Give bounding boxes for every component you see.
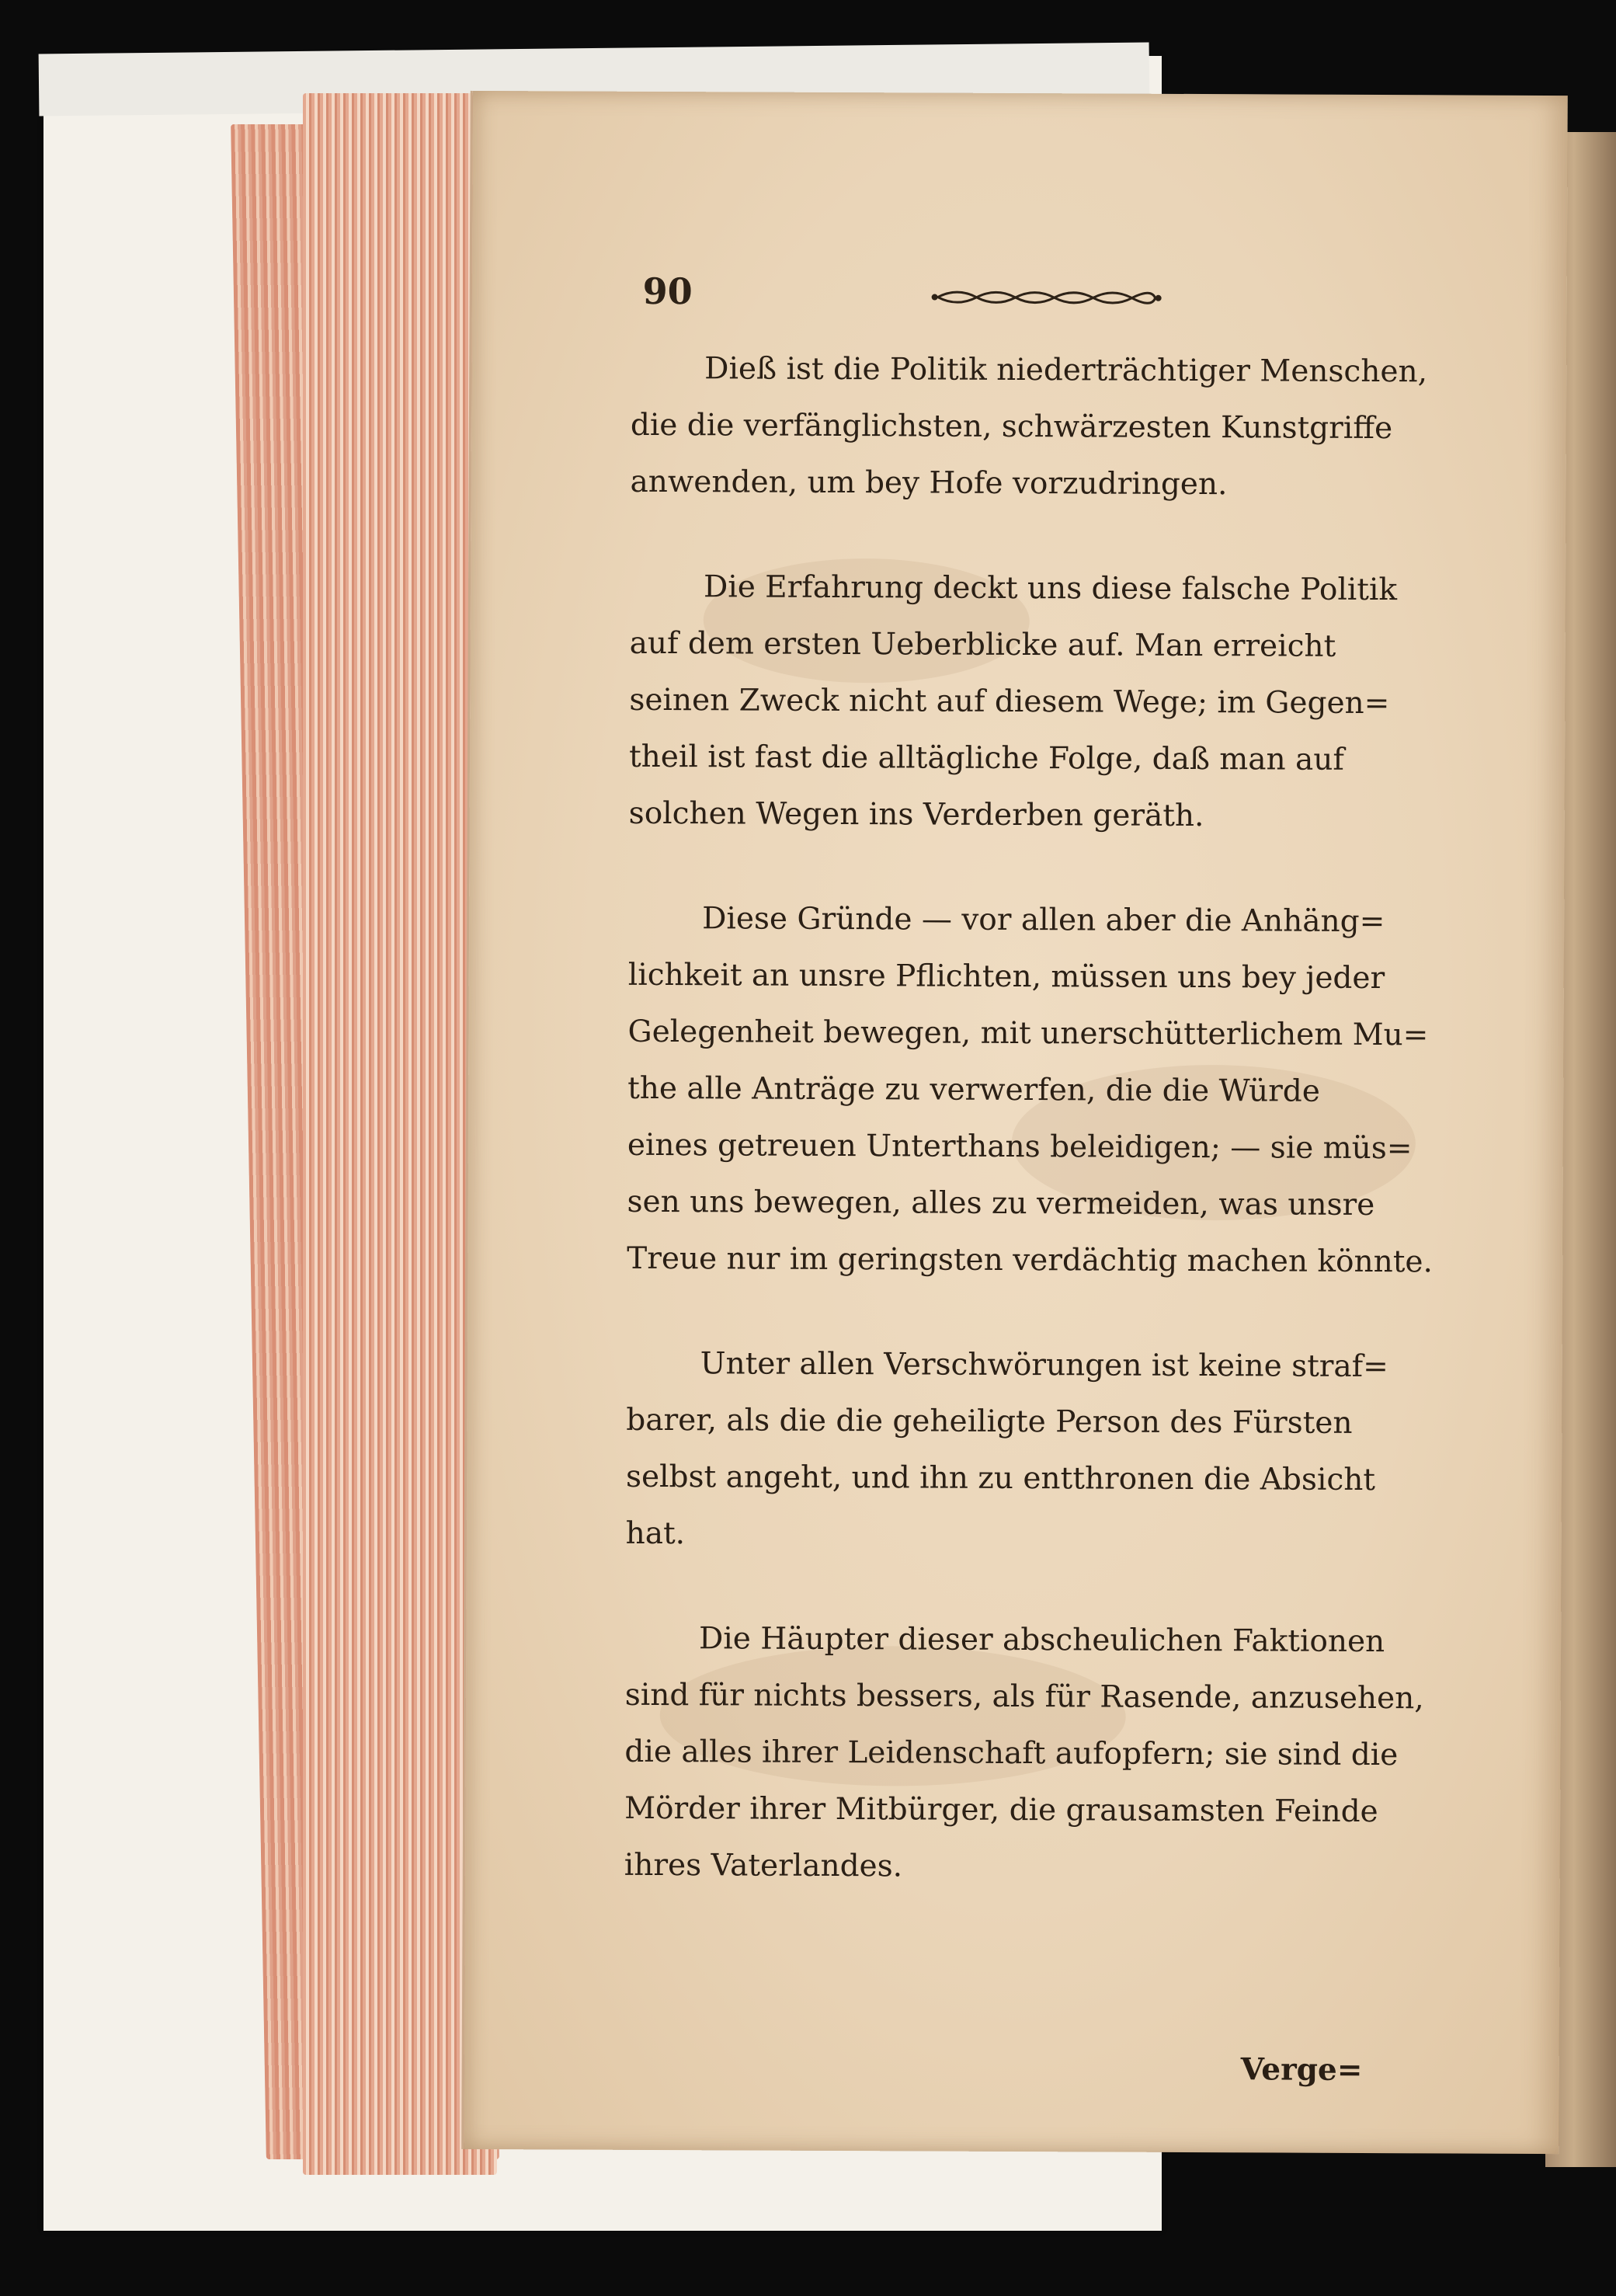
text-line: die die verfänglichsten, schwärzesten Kunstgriffe [630, 407, 1393, 447]
text-line: anwenden, um bey Hofe vorzudringen. [630, 464, 1228, 503]
text-line: Treue nur im geringsten verdächtig machen könnte. [627, 1240, 1434, 1280]
text-line: theil ist fast die alltägliche Folge, daß man auf [628, 739, 1345, 778]
text-line: die alles ihrer Leidenschaft aufopfern; sie sind die [624, 1734, 1399, 1773]
paragraph [629, 558, 1454, 846]
text-line: barer, als die die geheiligte Person des Fürsten [626, 1402, 1353, 1441]
text-line: eines getreuen Unterthans beleidigen; — sie müs= [627, 1127, 1413, 1167]
text-line: ihres Vaterlandes. [624, 1847, 903, 1884]
text-line: Gelegenheit bewegen, mit unerschütterlichem Mu= [627, 1014, 1429, 1053]
catchword: Verge= [1240, 2051, 1363, 2088]
text-line: Dieß ist die Politik niederträchtiger Menschen, [704, 351, 1428, 390]
text-line: the alle Anträge zu verwerfen, die die Würde [627, 1070, 1321, 1109]
text-line: Mörder ihrer Mitbürger, die grausamsten Feinde [624, 1790, 1378, 1830]
paragraph [624, 1610, 1449, 1898]
text-line: solchen Wegen ins Verderben geräth. [628, 795, 1204, 834]
text-line: Diese Gründe — vor allen aber die Anhäng= [702, 901, 1385, 940]
paragraph [626, 1335, 1450, 1566]
text-line: Die Häupter dieser abscheulichen Faktionen [698, 1621, 1385, 1660]
paragraph [630, 340, 1454, 514]
paragraph [627, 890, 1451, 1291]
text-line: sen uns bewegen, alles zu vermeiden, was unsre [627, 1184, 1375, 1223]
text-line: sind für nichts bessers, als für Rasende, anzusehen, [624, 1677, 1424, 1717]
text-line: auf dem ersten Ueberblicke auf. Man erreicht [629, 625, 1336, 664]
book-page [461, 91, 1568, 2154]
text-line: seinen Zweck nicht auf diesem Wege; im Gegen= [629, 682, 1390, 722]
ornament-rule [930, 286, 1163, 310]
page-header [642, 270, 1574, 329]
text-line: selbst angeht, und ihn zu entthronen die Absicht [625, 1459, 1376, 1498]
page-number: 90 [642, 270, 693, 313]
text-line: hat. [625, 1515, 686, 1552]
body-text [624, 340, 1454, 1946]
text-line: lichkeit an unsre Pflichten, müssen uns bey jeder [627, 957, 1385, 997]
text-line: Die Erfahrung deckt uns diese falsche Politik [703, 569, 1398, 608]
text-line: Unter allen Verschwörungen ist keine straf= [700, 1346, 1388, 1385]
